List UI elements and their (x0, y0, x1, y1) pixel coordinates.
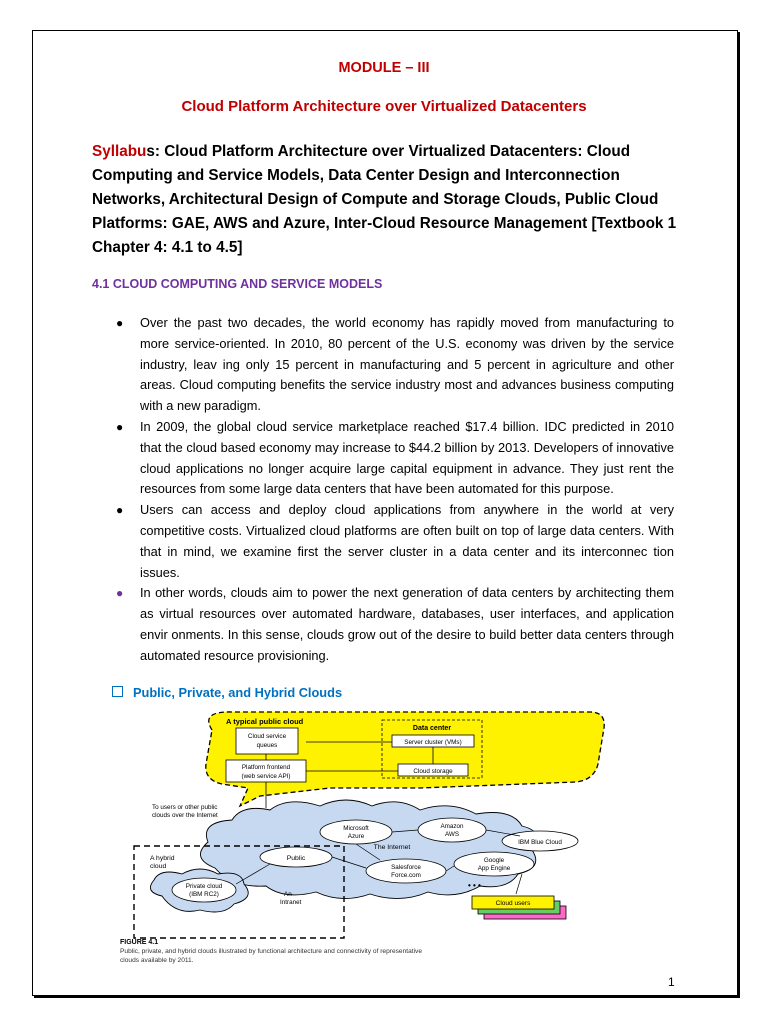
server-cluster-label: Server cluster (VMs) (404, 739, 462, 746)
subheading-text: Public, Private, and Hybrid Clouds (133, 685, 343, 700)
page-title: Cloud Platform Architecture over Virtualized Datacenters (181, 98, 587, 115)
list-item (116, 583, 674, 666)
subheading (112, 685, 342, 700)
bullet-icon: ● (116, 586, 124, 601)
cloud-service-queues-text: Cloud service queues (247, 733, 287, 749)
data-center-label: Data center (412, 725, 452, 732)
ellipsis-dots: • • • (468, 881, 481, 890)
google-text: Google App Engine (477, 857, 511, 872)
internet-label: The Internet (373, 844, 411, 851)
private-text: Private cloud (IBM RC2) (185, 883, 223, 898)
salesforce-node (366, 859, 446, 883)
list-item (116, 417, 674, 500)
azure-node (320, 820, 392, 844)
azure-text: Microsoft Azure (343, 825, 369, 840)
aws-text: Amazon AWS (440, 823, 464, 838)
google-node (454, 852, 534, 876)
public-cloud-label: A typical public cloud (226, 717, 304, 726)
cloud-storage-label: Cloud storage (413, 768, 453, 775)
bullet-text: Over the past two decades, the world economy has rapidly moved from manufacturing to more service-oriented. In 2010, 80 percent of the U.S. economy was driven by the service industry, leav ing only 15 percent in manufacturing and 5 percent in agriculture and other areas. Cloud computing benefits the service industry most and advances business computing with a new paradigm. (140, 315, 674, 414)
syllabus-paragraph (92, 140, 682, 260)
list-item (116, 500, 674, 583)
bullet-text: In other words, clouds aim to power the next generation of data centers by architecting them as virtual resources over automated hardware, databases, user interfaces, and application envir onments. In this sense, clouds grow out of the desire to build better data centers through automated resource provisioning. (140, 585, 674, 663)
bullet-icon: ● (116, 419, 124, 434)
public-text: Public (286, 855, 306, 862)
salesforce-text: Salesforce Force.com (391, 864, 421, 879)
cloud-architecture-figure (120, 708, 618, 966)
module-heading: MODULE – III (338, 60, 430, 76)
page-number: 1 (668, 975, 675, 989)
checkbox-square-icon (112, 686, 123, 697)
platform-frontend-text: Platform frontend (web service API) (241, 764, 291, 780)
intranet-text: An Intranet (280, 891, 302, 906)
section-heading: 4.1 CLOUD COMPUTING AND SERVICE MODELS (92, 277, 383, 291)
private-node (172, 878, 236, 902)
internet-cloud (200, 800, 537, 899)
cloud-users-label: Cloud users (495, 900, 531, 907)
bullet-text: Users can access and deploy cloud applications from anywhere in the world at very competitive costs. Virtualized cloud platforms are often built on top of large data centers. With that in mind, we examine first the server cluster in a data center and its interconnec tion issues. (140, 502, 674, 580)
figure-label: FIGURE 4.1 (120, 939, 159, 946)
aws-node (418, 818, 486, 842)
bullet-icon: ● (116, 316, 124, 330)
bullet-icon: ● (116, 503, 124, 518)
bullet-text: In 2009, the global cloud service marketplace reached $17.4 billion. IDC predicted in 2010 that the cloud based economy may increase to $44.2 billion by 2013. Developers of innovative cloud applications no longer acquire large capital equipment in advance. They just rent the resources from some large data centers that have been automated for this purpose. (140, 418, 674, 497)
syllabus-text: s: Cloud Platform Architecture over Virtualized Datacenters: Cloud Computing and Service Models, Data Center Design and Interconnection Networks, Architectural Design of Compute and Storage Clouds, Public Cloud Platforms: GAE, AWS and Azure, Inter-Cloud Resource Management [Textbook 1 Chapter 4: 4.1 to 4.5] (92, 143, 677, 256)
bullet-list (116, 313, 674, 667)
ibm-text: IBM Blue Cloud (518, 839, 562, 846)
syllabus-label: Syllabu (92, 143, 147, 160)
list-item (116, 313, 674, 417)
hybrid-text: A hybrid cloud (150, 855, 175, 870)
figure-caption: Public, private, and hybrid clouds illustrated by functional architecture and connectivity of representative clouds available by 2011. (120, 948, 423, 964)
public-cloud-callout (206, 712, 604, 806)
cloud-service-queues-box (236, 728, 298, 754)
users-note-text: To users or other public clouds over the Internet (152, 804, 218, 819)
